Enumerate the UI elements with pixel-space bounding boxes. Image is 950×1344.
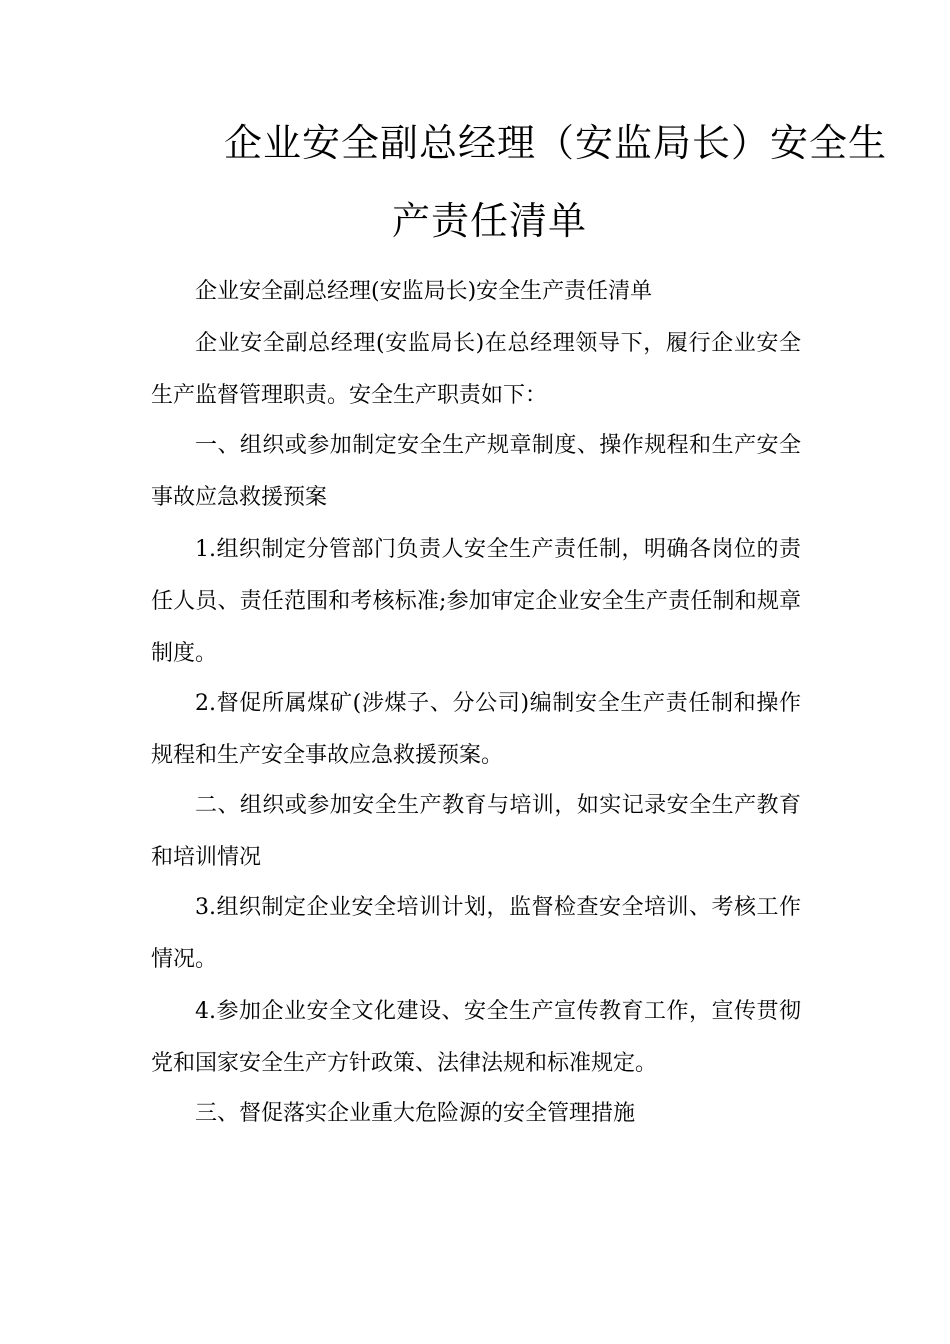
intro-paragraph: 企业安全副总经理(安监局长)在总经理领导下，履行企业安全生产监督管理职责。安全生产职责如下： bbox=[151, 331, 801, 408]
section-heading-2: 二、组织或参加安全生产教育与培训，如实记录安全生产教育和培训情况 bbox=[151, 793, 801, 870]
document-title-line-2: 产责任清单 bbox=[392, 199, 588, 243]
clause-2: 2.督促所属煤矿(涉煤子、分公司)编制安全生产责任制和操作规程和生产安全事故应急救援预案。 bbox=[151, 691, 801, 768]
document-title-line-1: 企业安全副总经理（安监局长）安全生 bbox=[224, 121, 888, 165]
section-heading-1: 一、组织或参加制定安全生产规章制度、操作规程和生产安全事故应急救援预案 bbox=[151, 433, 801, 510]
clause-1: 1.组织制定分管部门负责人安全生产责任制，明确各岗位的责任人员、责任范围和考核标准;参加审定企业安全生产责任制和规章制度。 bbox=[151, 537, 801, 666]
clause-4: 4.参加企业安全文化建设、安全生产宣传教育工作，宣传贯彻党和国家安全生产方针政策、法律法规和标准规定。 bbox=[151, 999, 801, 1076]
subtitle-paragraph: 企业安全副总经理(安监局长)安全生产责任清单 bbox=[195, 279, 653, 304]
section-heading-3: 三、督促落实企业重大危险源的安全管理措施 bbox=[195, 1101, 636, 1126]
clause-3: 3.组织制定企业安全培训计划，监督检查安全培训、考核工作情况。 bbox=[151, 895, 801, 972]
